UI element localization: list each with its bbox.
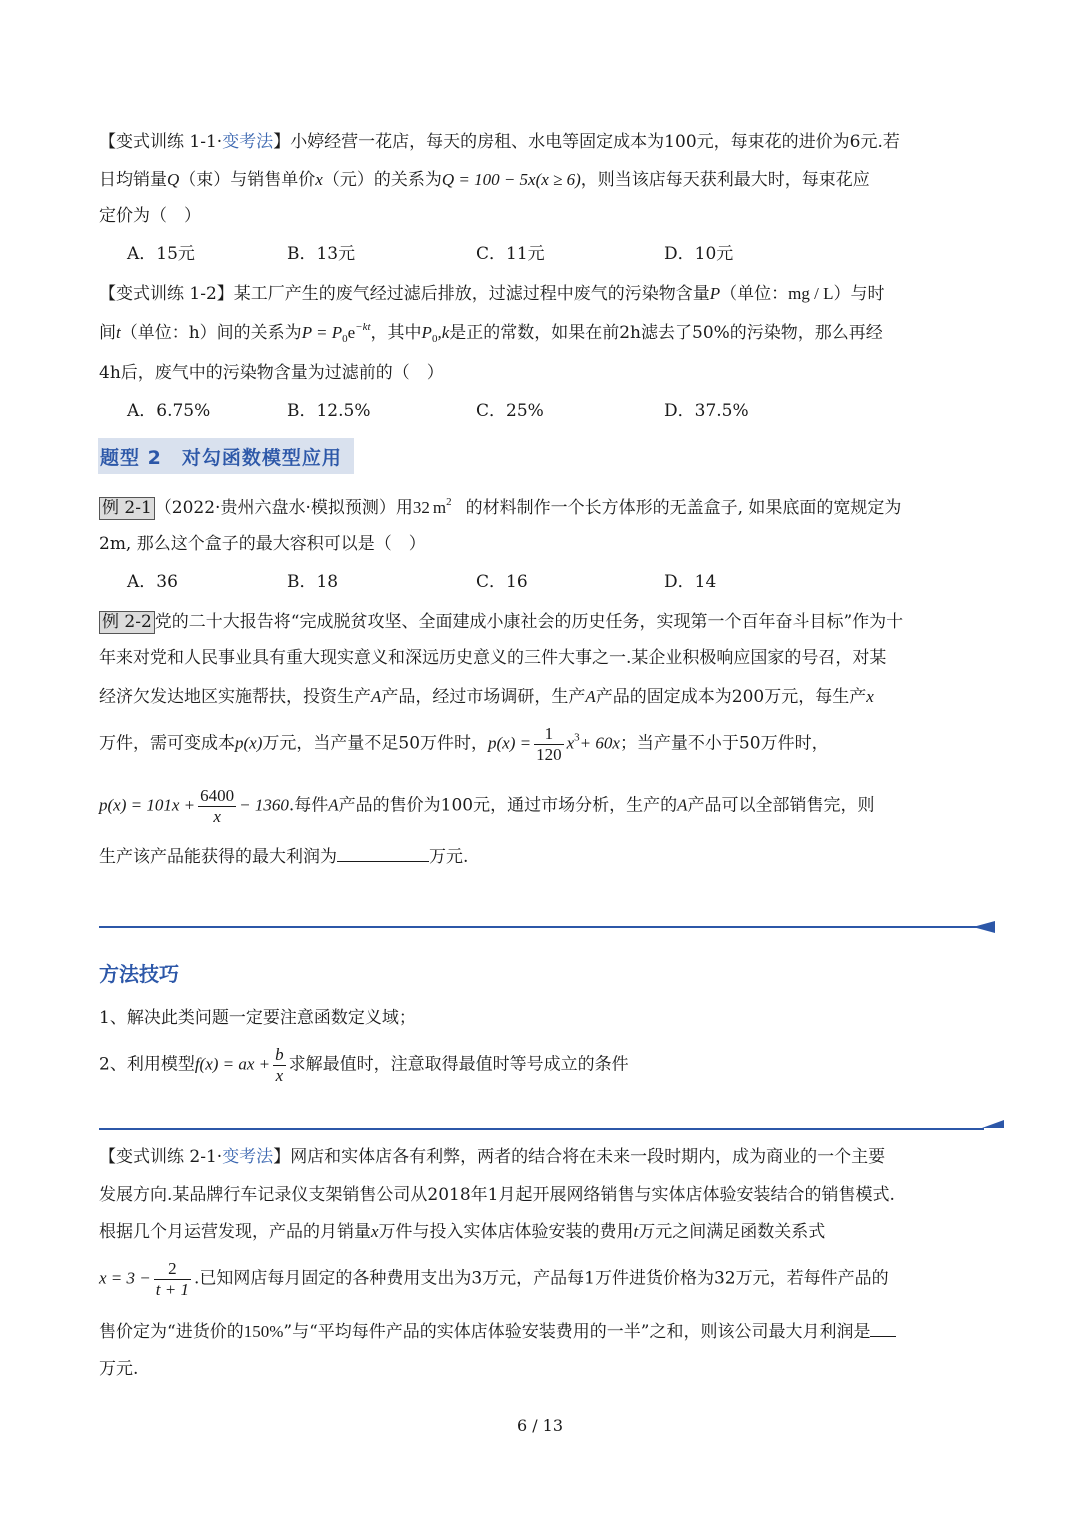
text: 万元之间满足函数关系式 xyxy=(638,1222,826,1242)
tag-bracket: 【 xyxy=(99,132,116,152)
v11-text: 小婷经营一花店，每天的房租、水电等固定成本为100元，每束花的进价为6元.若 xyxy=(290,132,900,152)
method-item-2 xyxy=(99,1045,629,1085)
v12-option-a: A．6.75% xyxy=(127,401,211,421)
text: （单位：h）间的关系为 xyxy=(120,323,302,343)
var-a: A xyxy=(585,687,596,706)
text: （束）与销售单价 xyxy=(179,170,316,190)
var-p: P xyxy=(709,284,721,303)
text: （单位： xyxy=(720,284,789,304)
var-a: A xyxy=(677,795,688,815)
v12-option-c: C．25% xyxy=(476,401,544,421)
text: （元）的关系为 xyxy=(322,170,442,190)
ex21-option-a: A．36 xyxy=(127,572,178,592)
v12-tag: 【变式训练 1-2】 xyxy=(99,284,234,304)
numerator: 6400 xyxy=(200,786,235,805)
text: 产品可以全部销售完，则 xyxy=(687,795,875,816)
text: 的材料制作一个长方体形的无盖盒子, 如果底面的宽规定为 xyxy=(465,498,902,518)
formula: Q = 100 − 5x(x ≥ 6) xyxy=(441,170,581,189)
numerator: 1 xyxy=(534,724,564,745)
ex21-line2: 2m, 那么这个盒子的最大容积可以是（ ） xyxy=(99,534,426,554)
formula: p(x) xyxy=(235,733,263,753)
v12-option-d: D．37.5% xyxy=(664,401,749,421)
v21-line4 xyxy=(99,1259,889,1299)
formula: P = P xyxy=(301,323,343,342)
fraction xyxy=(534,724,564,764)
text: 求解最值时，注意取得最值时等号成立的条件 xyxy=(288,1054,629,1075)
v21-line3 xyxy=(99,1223,825,1241)
text: 万元，当产量不足50万件时， xyxy=(262,733,489,754)
text: ）与时 xyxy=(833,284,885,304)
numerator: 2 xyxy=(154,1259,191,1280)
exponent: 2 xyxy=(446,496,452,508)
v11-option-d: D．10元 xyxy=(664,244,734,264)
answer-blank[interactable] xyxy=(337,861,429,862)
var-t: t xyxy=(633,1222,639,1241)
var-a: A xyxy=(371,687,382,706)
text: 产品，经过市场调研，生产 xyxy=(381,687,586,707)
formula: + 60x xyxy=(579,733,620,753)
text: 生产该产品能获得的最大利润为 xyxy=(99,847,337,867)
text: 党的二十大报告将“完成脱贫攻坚、全面建成小康社会的历史任务，实现第一个百年奋斗目标”作为十 xyxy=(154,612,904,632)
text: 万件与投入实体店体验安装的费用 xyxy=(378,1222,634,1242)
exponent: 3 xyxy=(574,731,580,744)
tag-bracket: 【 xyxy=(99,1147,116,1167)
formula: e xyxy=(347,323,356,342)
subscript: 0 xyxy=(431,333,438,345)
text: ，其中 xyxy=(370,323,422,343)
text: 经济欠发达地区实施帮扶，投资生产 xyxy=(99,687,371,707)
v11-line2 xyxy=(99,171,870,189)
ex22-line6 xyxy=(99,849,468,866)
divider-line xyxy=(99,1128,984,1130)
v21-line2: 发展方向.某品牌行车记录仪支架销售公司从2018年1月起开展网络销售与实体店体验安装结合的销售模式. xyxy=(99,1185,895,1205)
var-t: t xyxy=(116,323,121,342)
text: ”与“平均每件产品的实体店体验安装费用的一半”之和，则该公司最大月利润是 xyxy=(283,1322,871,1342)
arrow-icon xyxy=(982,1120,1004,1128)
ex21-line1 xyxy=(99,497,901,520)
unit: m xyxy=(432,498,447,517)
text: 万件，需可变成本 xyxy=(99,733,235,754)
text: .每件 xyxy=(288,795,329,816)
const: ,k xyxy=(437,323,450,342)
fraction xyxy=(198,786,236,826)
v12-line1 xyxy=(99,285,885,303)
denominator: t + 1 xyxy=(155,1279,189,1299)
text: 产品的售价为100元，通过市场分析，生产的 xyxy=(338,795,678,816)
v12-line2 xyxy=(99,321,883,345)
v11-option-b: B．13元 xyxy=(287,244,356,264)
v12-option-b: B．12.5% xyxy=(287,401,371,421)
text: 万元. xyxy=(429,847,469,867)
text: ，则当该店每天获利最大时，每束花应 xyxy=(580,170,870,190)
example-label: 例 2-1 xyxy=(99,497,155,520)
ex21-option-d: D．14 xyxy=(664,572,717,592)
numerator: b xyxy=(275,1045,284,1064)
arrow-icon xyxy=(973,921,995,933)
ex22-line2: 年来对党和人民事业具有重大现实意义和深远历史意义的三件大事之一.某企业积极响应国家的号召，对某 xyxy=(99,648,887,668)
v11-tag-method: 变考法 xyxy=(222,132,274,152)
v21-line1 xyxy=(99,1149,885,1166)
var-q: Q xyxy=(167,170,180,189)
var-x: x xyxy=(315,170,323,189)
text: 网店和实体店各有利弊，两者的结合将在未来一段时期内，成为商业的一个主要 xyxy=(290,1147,886,1167)
denominator: x xyxy=(275,1065,284,1085)
v11-line3: 定价为（ ） xyxy=(99,206,201,226)
fraction xyxy=(273,1045,286,1085)
formula: p(x) = xyxy=(488,733,532,753)
example-label: 例 2-2 xyxy=(99,611,155,634)
text: 是正的常数，如果在前2h滤去了50%的污染物，那么再经 xyxy=(449,323,883,343)
v21-tag-label: 变式训练 2-1· xyxy=(116,1147,223,1167)
ex21-option-c: C．16 xyxy=(476,572,528,592)
text: 产品的固定成本为200万元，每生产 xyxy=(595,687,867,707)
text: 售价定为“进货价的 xyxy=(99,1322,244,1342)
fraction xyxy=(154,1259,191,1299)
ex22-line5 xyxy=(99,786,874,826)
section-title: 题型 2 对勾函数模型应用 xyxy=(98,438,354,474)
area-value: 32 xyxy=(412,498,430,517)
var-x: x xyxy=(866,687,874,706)
v11-option-a: A．15元 xyxy=(127,244,195,264)
denominator: x xyxy=(213,806,221,826)
text: 日均销量 xyxy=(99,170,167,190)
ex22-line4 xyxy=(99,724,829,764)
text: .已知网店每月固定的各种费用支出为3万元，产品每1万件进货价格为32万元，若每件产品的 xyxy=(193,1268,889,1289)
text: （2022·贵州六盘水·模拟预测）用 xyxy=(154,498,413,518)
formula: f(x) = ax + xyxy=(194,1054,271,1074)
exponent: −kt xyxy=(355,321,371,333)
text: 某工厂产生的废气经过滤后排放，过滤过程中废气的污染物含量 xyxy=(233,284,710,304)
method-item-1: 1、解决此类问题一定要注意函数定义域； xyxy=(99,1008,416,1028)
v12-line3: 4h后，废气中的污染物含量为过滤前的（ ） xyxy=(99,363,444,383)
unit: mg / L xyxy=(788,284,834,303)
page-number: 6 / 13 xyxy=(516,1416,564,1435)
text: 间 xyxy=(99,323,116,343)
ex21-option-b: B．18 xyxy=(287,572,339,592)
var-x: x xyxy=(371,1222,379,1241)
v21-line5 xyxy=(99,1323,896,1341)
const: P xyxy=(421,323,432,342)
tag-bracket: 】 xyxy=(273,1147,291,1167)
formula: x xyxy=(566,733,575,753)
text: 2、利用模型 xyxy=(99,1054,195,1075)
text: ；当产量不小于50万件时， xyxy=(619,733,829,754)
formula: p(x) = 101x + xyxy=(99,795,196,815)
denominator: 120 xyxy=(536,744,562,764)
var-a: A xyxy=(328,795,339,815)
v21-tag-method: 变考法 xyxy=(222,1147,274,1167)
formula: x = 3 − xyxy=(99,1268,151,1288)
v11-option-c: C．11元 xyxy=(476,244,545,264)
text: 根据几个月运营发现，产品的月销量 xyxy=(99,1222,371,1242)
ex22-line3 xyxy=(99,688,874,706)
v11-line1 xyxy=(99,134,900,151)
percent: 150% xyxy=(243,1322,284,1341)
formula: − 1360 xyxy=(239,795,289,815)
subscript: 0 xyxy=(342,333,348,345)
v21-line6: 万元. xyxy=(99,1359,139,1379)
ex22-line1 xyxy=(99,611,903,634)
v11-tag-label: 变式训练 1-1· xyxy=(116,132,223,152)
method-title: 方法技巧 xyxy=(99,962,179,986)
divider-line xyxy=(99,926,979,928)
tag-bracket: 】 xyxy=(273,132,291,152)
answer-blank[interactable] xyxy=(870,1336,896,1337)
